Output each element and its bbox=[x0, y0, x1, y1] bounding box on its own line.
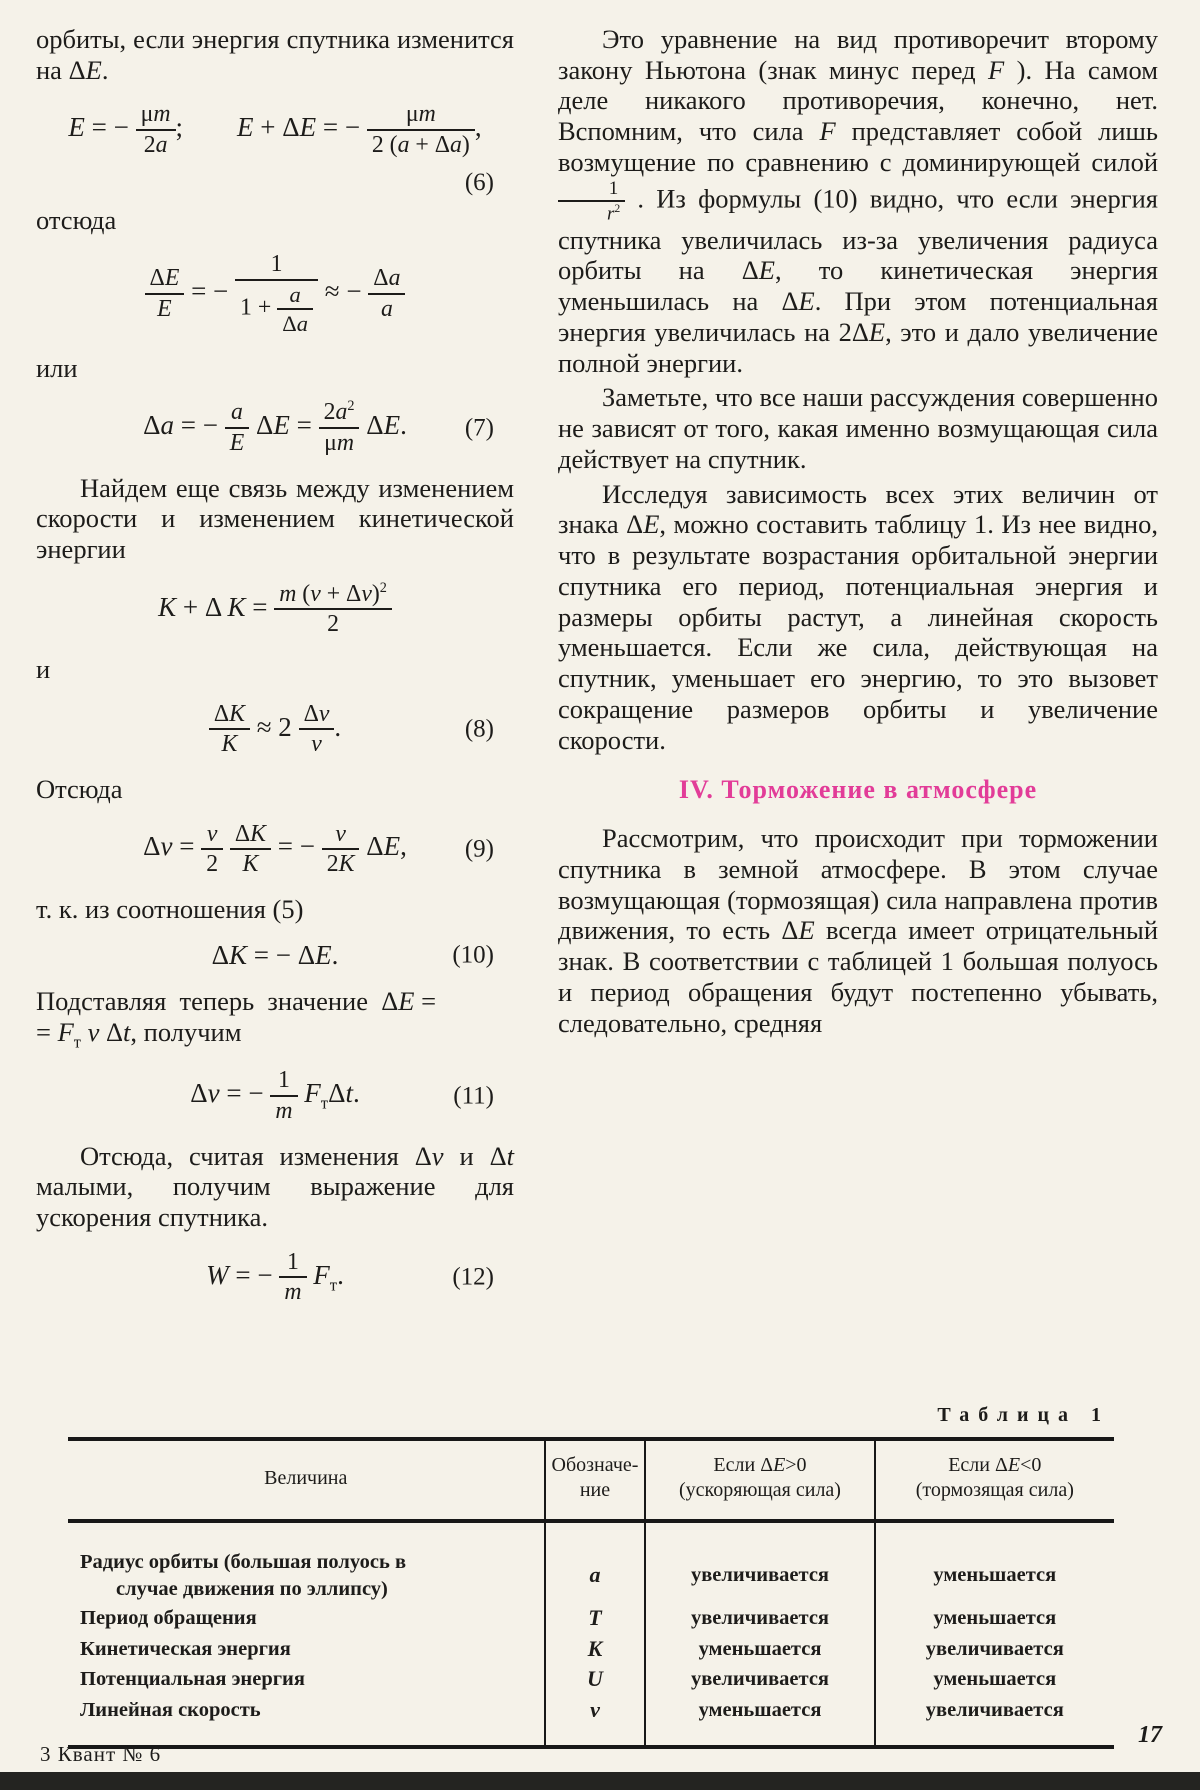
equation-ratio bbox=[36, 251, 514, 336]
cell-de-positive: уменьшается bbox=[645, 1634, 874, 1665]
table-caption: Таблица 1 bbox=[937, 1404, 1110, 1426]
cell-quantity: Линейная скорость bbox=[80, 1699, 261, 1722]
equation-8-body: $\frac{\Delta K}{K}$ ≈ 2 $\frac{\Delta v}{v}$ . bbox=[209, 712, 341, 742]
connector-i: и bbox=[36, 653, 51, 684]
equation-8 bbox=[36, 701, 514, 758]
two-column-text bbox=[36, 24, 1158, 1322]
paragraph-investigate: Исследуя зависимость всех этих величин от знака ΔE, можно составить таблицу 1. Из нее видно, что в результате возрастания орбитальной энергии спутника его период, потенциальная энергия и размеры орбиты растут, а линейная скорость уменьшается. Если же сила, действующая на спутник, уменьшает его энергию, то это вызовет сокращение размеров орбиты и увеличение скорости. bbox=[558, 478, 1158, 755]
equation-9-body: Δv = $\frac{v}{2}$ $\frac{\Delta K}{K}$ = − $\frac{v}{2K}$ ΔE, bbox=[143, 820, 407, 878]
equation-9-number: (9) bbox=[464, 835, 494, 863]
table-row bbox=[68, 1664, 1114, 1695]
equation-kinetic bbox=[36, 581, 514, 638]
equation-10-number: (10) bbox=[452, 941, 494, 969]
paragraph-substituting: Подставляя теперь значение ΔE = = $F_т$ v Δt, получим bbox=[36, 986, 437, 1052]
header-de-positive: Если ΔE>0 (ускоряющая сила) bbox=[645, 1439, 874, 1521]
equation-12 bbox=[36, 1249, 514, 1306]
equation-8-number: (8) bbox=[464, 715, 494, 743]
paragraph-braking: Рассмотрим, что происходит при торможении спутника в земной атмосфере. В этом случае возмущающая (тормозящая) сила направлена против движения, то есть ΔE всегда имеет отрицательный знак. В соответствии с таблицей 1 большая полуось и период обращения будут постепенно убывать, следовательно, средняя bbox=[558, 823, 1159, 1038]
equation-kinetic-body: K + Δ K = $\frac{m (v + \Delta v)^2}{2}$ bbox=[158, 592, 392, 622]
cell-symbol: T bbox=[545, 1603, 646, 1634]
cell-quantity: Период обращения bbox=[80, 1607, 257, 1630]
equation-10-body: ΔK = − ΔE. bbox=[211, 939, 339, 970]
table-header-row bbox=[68, 1439, 1114, 1521]
paragraph-newton: Это уравнение на вид противоречит второму закону Ньютона (знак минус перед F ). На самом деле никакого противоречия, конечно, нет. Вспомним, что сила F представляет собой лишь возмущение по сравнению с доминирующей силой $\frac{1}{r^2}$ . Из формулы (10) видно, что если энергия спутника увеличилась из-за увеличения радиуса орбиты на ΔE, то кинетическая энергия уменьшилась на ΔE. При этом потенциальная энергия увеличилась на 2ΔE, это и дало увеличение полной энергии. bbox=[558, 24, 1158, 378]
paragraph-note: Заметьте, что все наши рассуждения совершенно не зависят от того, какая именно возмущающая сила действует на спутник. bbox=[558, 382, 1158, 474]
cell-de-positive: увеличивается bbox=[645, 1521, 874, 1603]
equation-9 bbox=[36, 821, 514, 878]
equation-12-number: (12) bbox=[452, 1263, 494, 1291]
table-section bbox=[68, 1404, 1114, 1749]
cell-symbol: v bbox=[545, 1695, 646, 1747]
equation-11-number: (11) bbox=[453, 1082, 494, 1110]
header-de-negative: Если ΔE<0 (тормозящая сила) bbox=[875, 1439, 1114, 1521]
equation-11-body: Δv = − $\frac{1}{m}$ $F_т\Delta t$. bbox=[190, 1067, 360, 1124]
section-heading: IV. Торможение в атмосфере bbox=[678, 775, 1038, 805]
left-column bbox=[36, 24, 514, 1322]
header-symbol: Обозначе- ние bbox=[545, 1439, 646, 1521]
table-row bbox=[68, 1521, 1114, 1603]
cell-de-negative: уменьшается bbox=[875, 1603, 1114, 1634]
equation-6 bbox=[36, 101, 514, 158]
scan-edge-artifact bbox=[0, 1772, 1200, 1790]
cell-de-positive: увеличивается bbox=[645, 1664, 874, 1695]
cell-quantity: Радиус орбиты (большая полуось в случае движения по эллипсу) bbox=[80, 1551, 407, 1600]
cell-de-negative: увеличивается bbox=[875, 1634, 1114, 1665]
equation-12-body: W = − $\frac{1}{m}$ $F_т$. bbox=[206, 1248, 344, 1306]
printer-imprint: 3 Квант № 6 bbox=[40, 1742, 162, 1766]
equation-7-number: (7) bbox=[464, 414, 494, 442]
equation-10 bbox=[36, 941, 514, 971]
cell-de-negative: уменьшается bbox=[875, 1664, 1114, 1695]
table-row bbox=[68, 1634, 1114, 1665]
table-row bbox=[68, 1603, 1114, 1634]
equation-7-body: Δa = − $\frac{a}{E}$ ΔE = $\frac{2a^2}{\mu m}$ ΔE. bbox=[143, 398, 407, 456]
paragraph-find-link: Найдем еще связь между изменением скорости и изменением кинетической энергии bbox=[36, 472, 514, 565]
cell-de-negative: уменьшается bbox=[875, 1521, 1114, 1603]
equation-ratio-body: $\frac{\Delta E}{E}$ = − 1 1 + $\frac{a}{\Delta a}$ ≈ − $\frac{\Delta a}{a}$ bbox=[145, 276, 406, 306]
equation-11 bbox=[36, 1067, 514, 1124]
cell-symbol: K bbox=[545, 1634, 646, 1665]
paragraph-hence: Отсюда, считая изменения Δv и Δt малыми, получим выражение для ускорения спутника. bbox=[36, 1140, 514, 1233]
cell-de-negative: увеличивается bbox=[875, 1695, 1114, 1747]
cell-quantity: Кинетическая энергия bbox=[80, 1637, 291, 1660]
paragraph-intro: орбиты, если энергия спутника изменится на ΔE. bbox=[36, 24, 514, 85]
cell-symbol: a bbox=[545, 1521, 646, 1603]
paragraph-since: т. к. из соотношения (5) bbox=[36, 893, 304, 924]
connector-ili: или bbox=[36, 352, 78, 383]
equation-6-body: E = − $\frac{\mu m}{2a}$ ; E + ΔE = − $\frac{\mu m}{2 (a + \Delta a)}$ , bbox=[68, 101, 482, 159]
table-row bbox=[68, 1695, 1114, 1747]
cell-de-positive: уменьшается bbox=[645, 1695, 874, 1747]
header-quantity: Величина bbox=[68, 1439, 545, 1521]
connector-otsyuda: отсюда bbox=[36, 204, 117, 235]
table-1 bbox=[68, 1437, 1114, 1749]
equation-7 bbox=[36, 399, 514, 456]
connector-otsyuda2: Отсюда bbox=[36, 773, 123, 804]
right-column bbox=[558, 24, 1158, 1322]
cell-quantity: Потенциальная энергия bbox=[80, 1668, 305, 1691]
cell-symbol: U bbox=[545, 1664, 646, 1695]
cell-de-positive: увеличивается bbox=[645, 1603, 874, 1634]
page-number: 17 bbox=[1138, 1722, 1162, 1748]
equation-6-number: (6) bbox=[464, 168, 494, 196]
